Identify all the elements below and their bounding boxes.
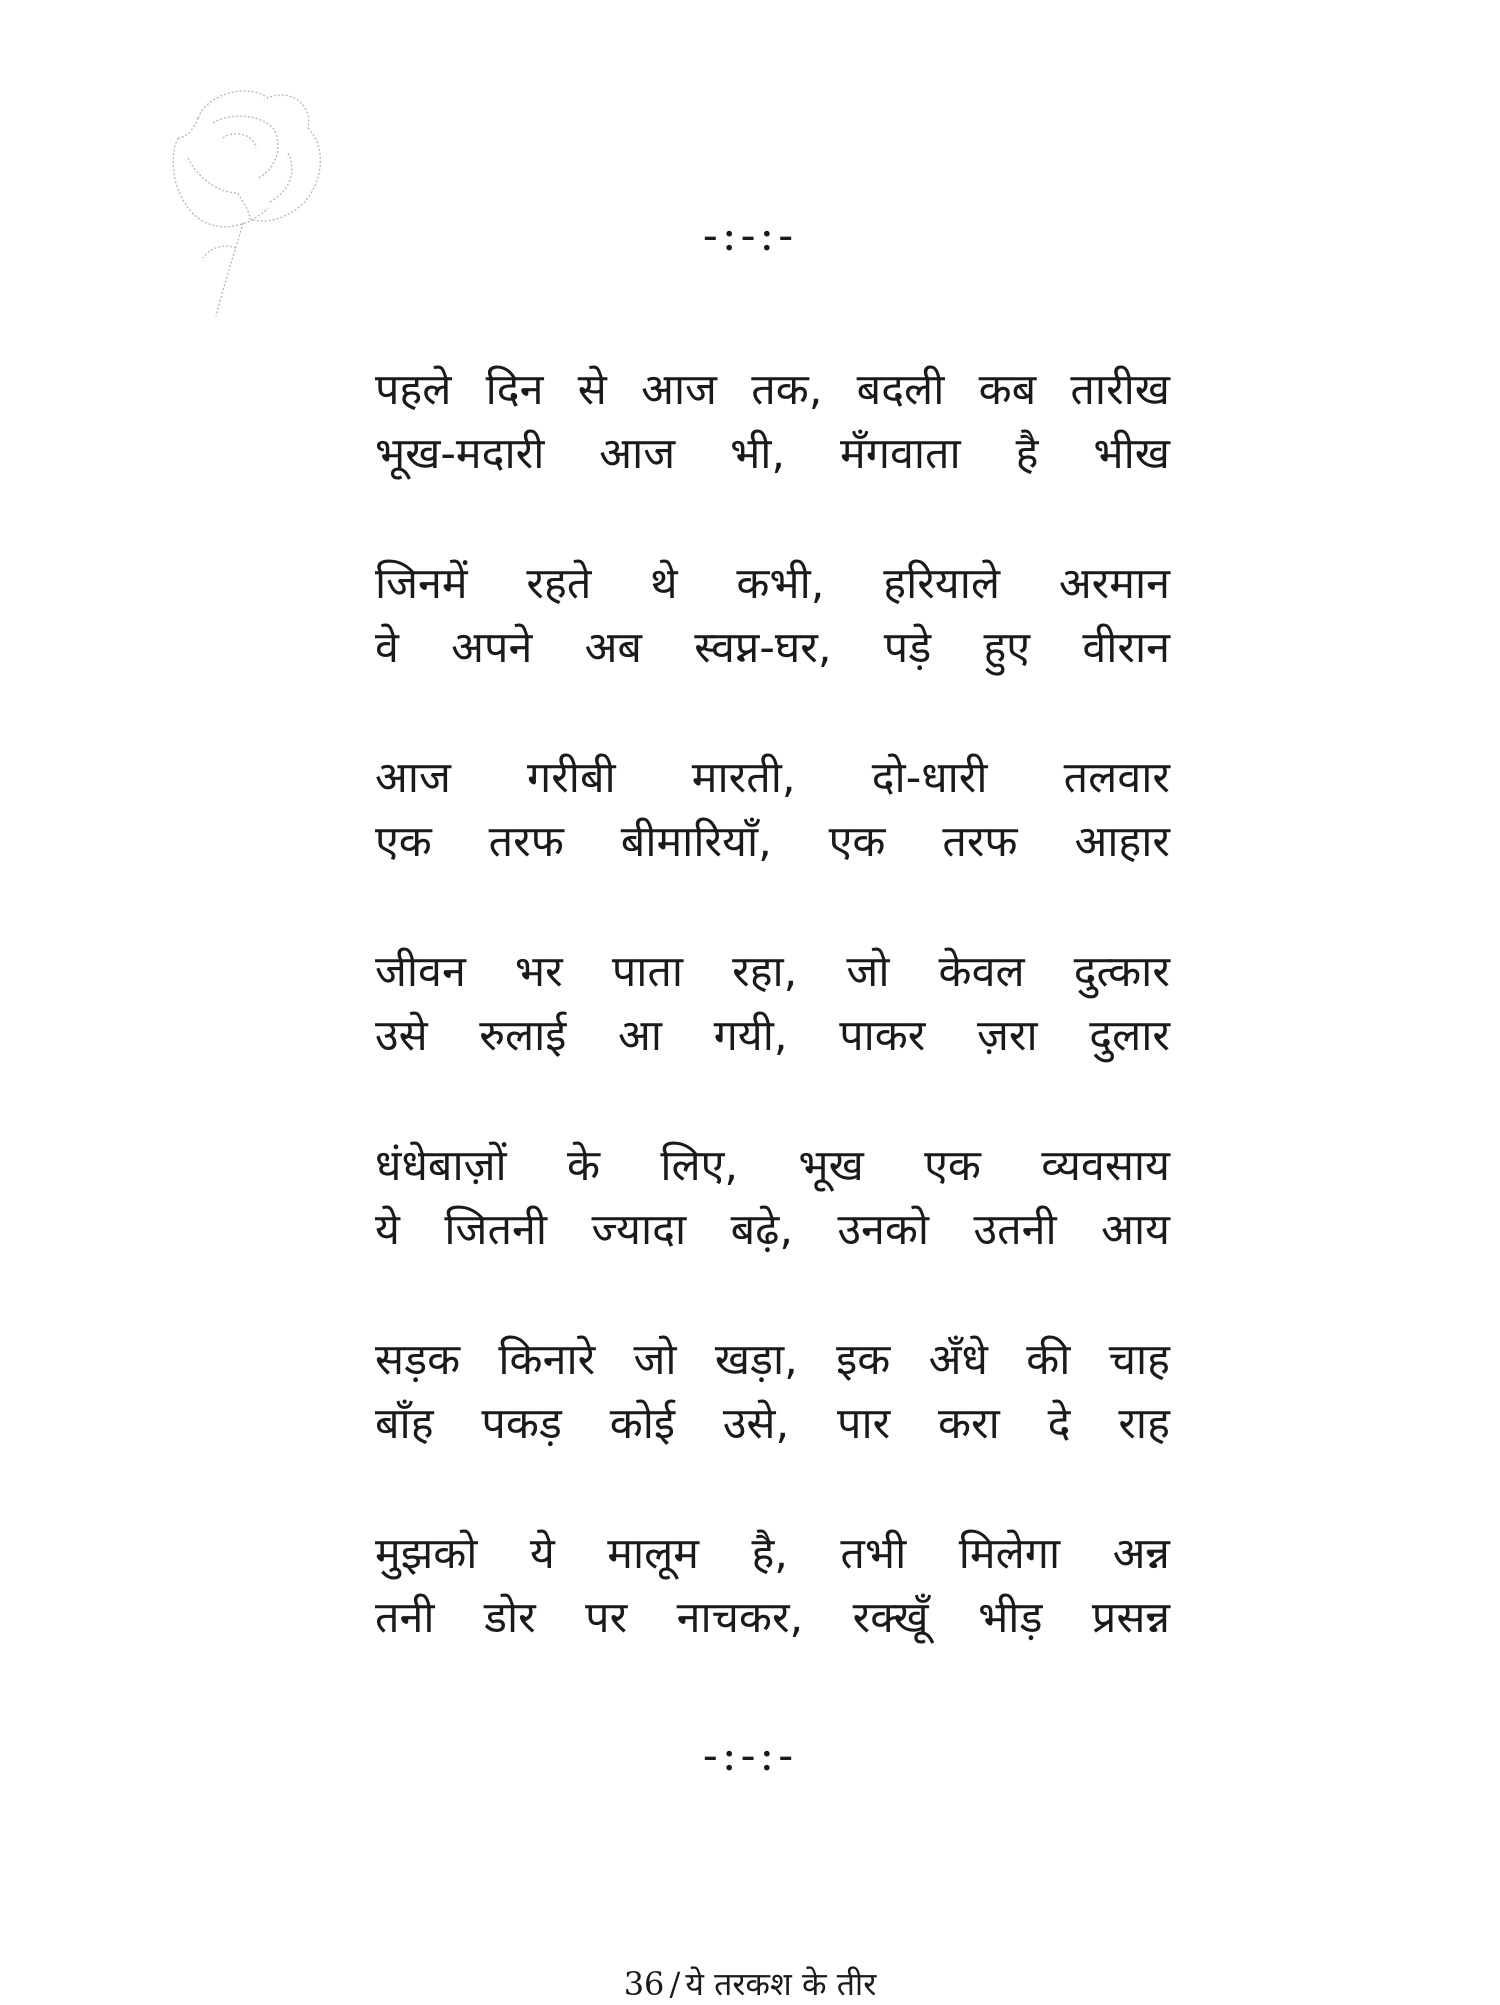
- verse-word: ज्यादा: [591, 1205, 687, 1255]
- verse-word: जीवन: [375, 947, 466, 997]
- rose-sketch-icon: [138, 78, 338, 318]
- verse-line: [375, 1522, 1170, 1586]
- verse-word: पाकर: [839, 1011, 926, 1061]
- verse-word: से: [577, 365, 607, 415]
- page-footer: [0, 1962, 1500, 2005]
- verse-word: उसे,: [722, 1399, 790, 1449]
- verse-word: व्यवसाय: [1041, 1141, 1170, 1191]
- verse-word: धंधेबाज़ों: [375, 1141, 507, 1191]
- verse-word: मालूम: [607, 1529, 699, 1579]
- verse-word: उसे: [375, 1011, 428, 1061]
- verse-word: अन्न: [1112, 1529, 1170, 1579]
- verse-word: अरमान: [1058, 559, 1170, 609]
- verse-word: दिन: [485, 365, 544, 415]
- verse-word: दे: [1047, 1399, 1071, 1449]
- verse-word: ये: [375, 1205, 400, 1255]
- verse-word: थे: [650, 559, 678, 609]
- verse-word: पर: [585, 1593, 628, 1643]
- verse-word: डोर: [483, 1593, 536, 1643]
- verse-word: कोई: [609, 1399, 675, 1449]
- verse-word: आहार: [1074, 817, 1170, 867]
- stanza: [375, 940, 1170, 1068]
- verse-line: [375, 552, 1170, 616]
- verse-word: पड़े: [883, 623, 932, 673]
- verse-word: राह: [1118, 1399, 1170, 1449]
- verse-word: तनी: [375, 1593, 435, 1643]
- verse-word: अँधे: [928, 1335, 988, 1385]
- verse-word: जितनी: [444, 1205, 547, 1255]
- verse-word: आय: [1101, 1205, 1170, 1255]
- verse-line: [375, 810, 1170, 874]
- verse-word: वे: [375, 623, 399, 673]
- verse-word: दो-धारी: [871, 753, 988, 803]
- verse-word: तारीख: [1070, 365, 1170, 415]
- verse-word: कब: [978, 365, 1037, 415]
- verse-word: किनारे: [498, 1335, 596, 1385]
- verse-word: आज: [375, 753, 451, 803]
- verse-word: गरीबी: [527, 753, 616, 803]
- verse-line: [375, 358, 1170, 422]
- stanza: [375, 358, 1170, 486]
- verse-line: [375, 1328, 1170, 1392]
- stanza: [375, 746, 1170, 874]
- verse-word: तरफ: [488, 817, 564, 867]
- stanza: [375, 1522, 1170, 1650]
- verse-word: दुत्कार: [1073, 947, 1170, 997]
- footer-divider: /: [669, 1965, 681, 2003]
- verse-word: रहा,: [732, 947, 798, 997]
- verse-word: आज: [641, 365, 717, 415]
- verse-word: हरियाले: [883, 559, 1001, 609]
- verse-word: मँगवाता: [840, 429, 961, 479]
- verse-word: जो: [846, 947, 890, 997]
- page-number: 36: [623, 1965, 665, 2003]
- verse-word: ज़रा: [977, 1011, 1038, 1061]
- stanza: [375, 1134, 1170, 1262]
- verse-word: बदली: [856, 365, 945, 415]
- verse-line: [375, 1134, 1170, 1198]
- verse-word: दुलार: [1089, 1011, 1170, 1061]
- verse-word: गयी,: [713, 1011, 788, 1061]
- verse-word: एक: [375, 817, 432, 867]
- verse-word: चाह: [1108, 1335, 1170, 1385]
- verse-word: के: [566, 1141, 600, 1191]
- verse-line: [375, 1198, 1170, 1262]
- verse-word: मारती,: [691, 753, 796, 803]
- verse-word: तरफ: [942, 817, 1018, 867]
- verse-line: [375, 1392, 1170, 1456]
- verse-word: इक: [836, 1335, 891, 1385]
- verse-word: मुझको: [375, 1529, 478, 1579]
- verse-word: एक: [924, 1141, 981, 1191]
- separator-top: -:-:-: [702, 210, 798, 261]
- verse-line: [375, 1586, 1170, 1650]
- verse-word: हुए: [983, 623, 1031, 673]
- verse-word: केवल: [938, 947, 1025, 997]
- verse-word: कभी,: [736, 559, 825, 609]
- verse-word: जिनमें: [375, 559, 468, 609]
- verse-word: लिए,: [660, 1141, 739, 1191]
- verse-word: जो: [633, 1335, 677, 1385]
- verse-word: स्वप्न-घर,: [694, 623, 832, 673]
- stanza: [375, 1328, 1170, 1456]
- verse-word: भीख: [1093, 429, 1170, 479]
- verse-word: पार: [837, 1399, 891, 1449]
- verse-word: पहले: [375, 365, 452, 415]
- verse-word: भीड़: [978, 1593, 1043, 1643]
- verse-line: [375, 940, 1170, 1004]
- verse-word: उतनी: [973, 1205, 1057, 1255]
- verse-word: है,: [751, 1529, 788, 1579]
- verse-word: तभी: [840, 1529, 907, 1579]
- verse-word: भी,: [730, 429, 786, 479]
- verse-word: बढ़े,: [730, 1205, 794, 1255]
- verse-word: तलवार: [1063, 753, 1170, 803]
- verse-word: की: [1026, 1335, 1071, 1385]
- book-title: ये तरकश के तीर: [685, 1965, 877, 2003]
- verse-word: भर: [514, 947, 563, 997]
- verse-line: [375, 422, 1170, 486]
- verse-word: ये: [529, 1529, 555, 1579]
- verse-line: [375, 746, 1170, 810]
- poem-body: [375, 358, 1170, 1716]
- verse-word: सड़क: [375, 1335, 461, 1385]
- verse-word: भूख: [798, 1141, 864, 1191]
- verse-word: पकड़: [481, 1399, 562, 1449]
- verse-word: करा: [938, 1399, 1000, 1449]
- verse-word: आ: [618, 1011, 662, 1061]
- separator-bottom: -:-:-: [702, 1730, 798, 1781]
- verse-word: मिलेगा: [958, 1529, 1061, 1579]
- verse-word: बीमारियाँ,: [620, 817, 772, 867]
- verse-word: अब: [584, 623, 642, 673]
- verse-word: नाचकर,: [676, 1593, 804, 1643]
- verse-word: खड़ा,: [714, 1335, 798, 1385]
- verse-word: प्रसन्न: [1091, 1593, 1170, 1643]
- verse-word: भूख-मदारी: [375, 429, 545, 479]
- verse-word: एक: [828, 817, 886, 867]
- verse-word: उनको: [837, 1205, 930, 1255]
- verse-word: अपने: [451, 623, 533, 673]
- verse-word: है: [1015, 429, 1039, 479]
- verse-word: रुलाई: [479, 1011, 567, 1061]
- verse-line: [375, 1004, 1170, 1068]
- verse-line: [375, 616, 1170, 680]
- verse-word: बाँह: [375, 1399, 434, 1449]
- verse-word: रहते: [526, 559, 592, 609]
- stanza: [375, 552, 1170, 680]
- verse-word: आज: [599, 429, 676, 479]
- verse-word: वीरान: [1082, 623, 1170, 673]
- verse-word: तक,: [751, 365, 823, 415]
- verse-word: रक्खूँ: [852, 1593, 929, 1643]
- verse-word: पाता: [611, 947, 684, 997]
